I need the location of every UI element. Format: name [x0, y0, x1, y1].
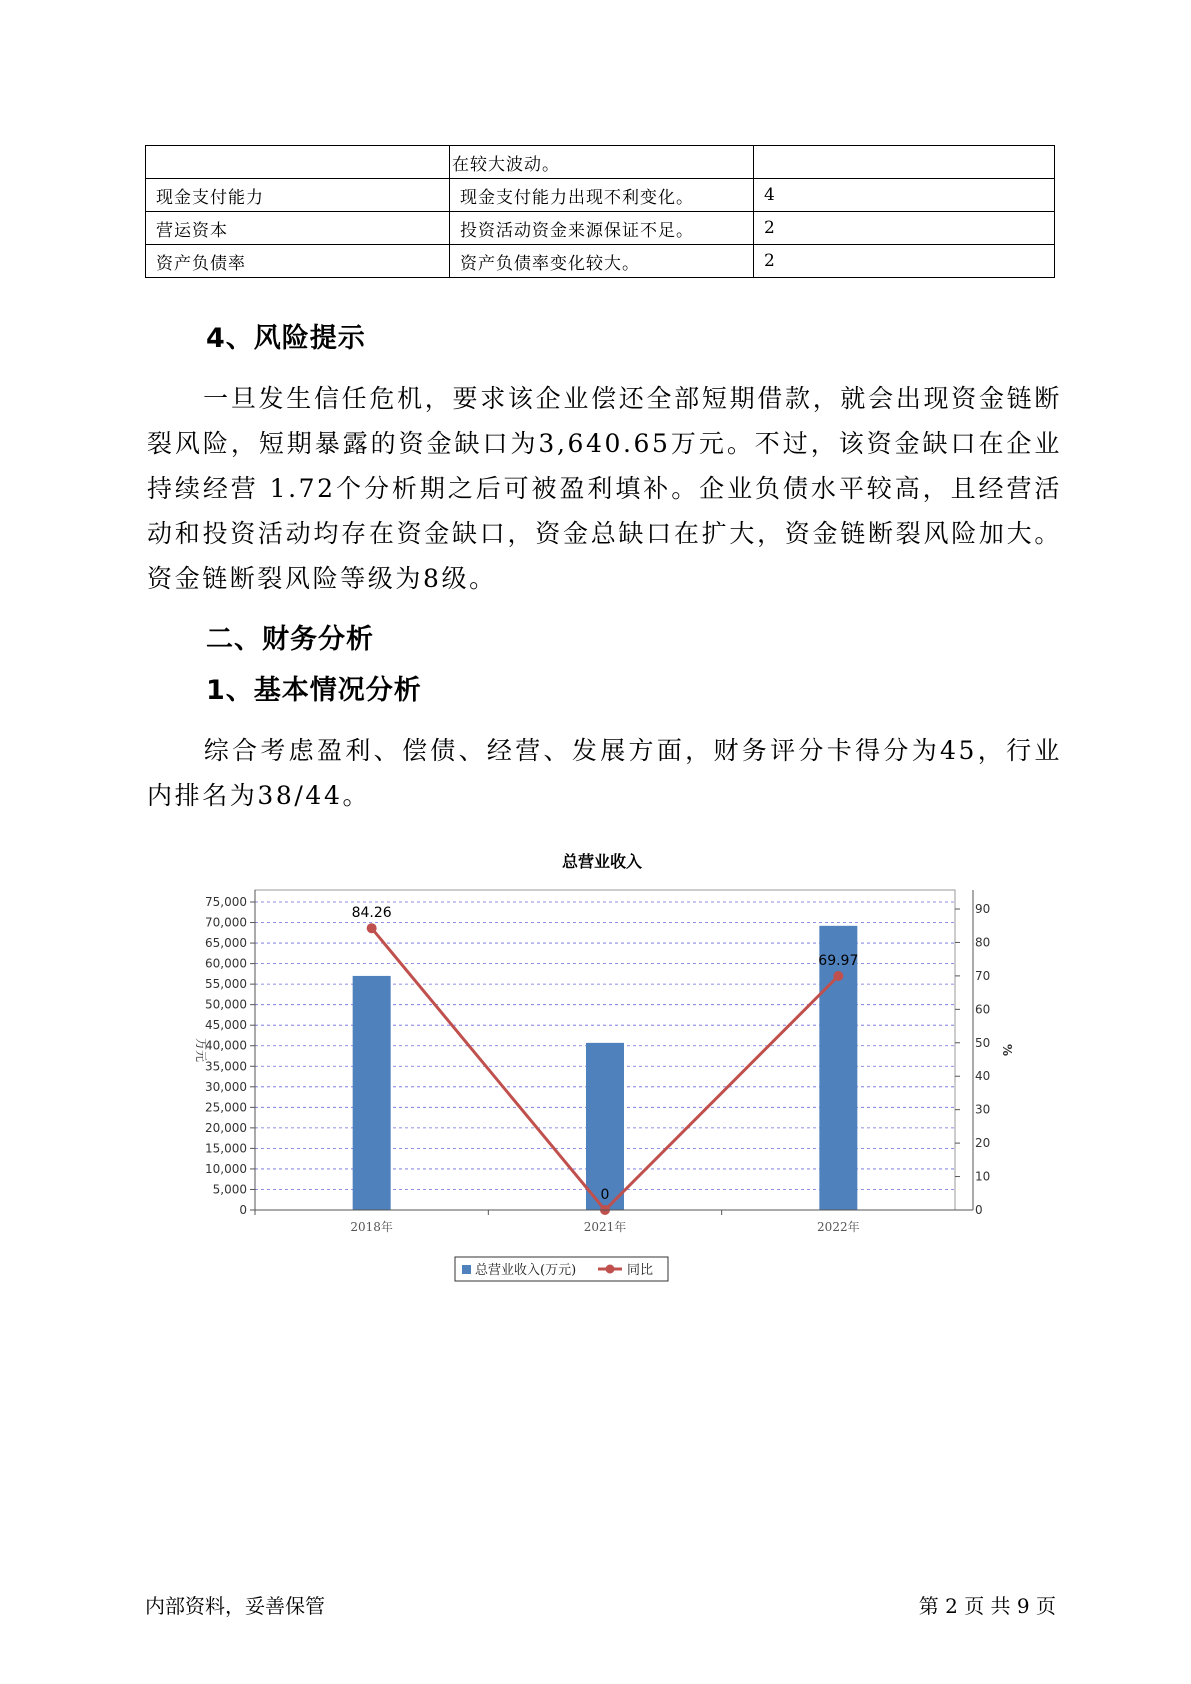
- table-row: [146, 245, 1055, 278]
- y-tick-label: 30,000: [205, 1079, 247, 1094]
- table-cell-description: 资产负债率变化较大。: [450, 245, 754, 278]
- risk-notice-paragraph: [147, 376, 1062, 601]
- y-axis-label: 万元: [194, 1037, 208, 1063]
- y2-tick-label: 50: [975, 1035, 991, 1050]
- y-tick-label: 75,000: [205, 895, 247, 909]
- table-cell-indicator: 现金支付能力: [146, 179, 450, 212]
- basic-analysis-paragraph: [147, 728, 1062, 818]
- risk-table: [145, 145, 1055, 278]
- yoy-data-label: 0: [600, 1187, 610, 1203]
- table-cell-indicator: [146, 146, 450, 179]
- y2-tick-label: 70: [975, 968, 991, 983]
- y2-axis-label: %: [1000, 1043, 1014, 1057]
- revenue-bar: [353, 976, 391, 1210]
- yoy-point: [833, 971, 843, 981]
- legend-label-yoy: 同比: [627, 1263, 654, 1278]
- y2-tick-label: 0: [975, 1203, 983, 1217]
- y2-tick-label: 10: [975, 1169, 991, 1184]
- y-tick-label: 5,000: [212, 1182, 247, 1197]
- risk-notice-text: 一旦发生信任危机，要求该企业偿还全部短期借款，就会出现资金链断裂风险，短期暴露的资金缺口为3,640.65万元。不过，该资金缺口在企业持续经营 1.72个分析期之后可被盈利填补。企业负债水平较高，且经营活动和投资活动均存在资金缺口，资金总缺口在扩大，资金链断裂风险加大。资金链断裂风险等级为8级。: [147, 384, 1062, 593]
- table-row: [146, 179, 1055, 212]
- y-tick-label: 55,000: [205, 977, 247, 992]
- table-cell-description: 现金支付能力出现不利变化。: [450, 179, 754, 212]
- y-tick-label: 20,000: [205, 1120, 247, 1135]
- x-tick-label: 2022年: [817, 1220, 860, 1234]
- y-tick-label: 40,000: [205, 1038, 247, 1053]
- legend-swatch-revenue: [462, 1265, 471, 1274]
- sub-heading-basic-analysis: 1、基本情况分析: [206, 675, 422, 706]
- footer-confidential-note: 内部资料，妥善保管: [145, 1594, 325, 1618]
- y2-tick-label: 90: [975, 902, 991, 916]
- x-tick-label: 2021年: [583, 1220, 627, 1234]
- x-tick-label: 2018年: [350, 1220, 393, 1234]
- revenue-chart: [175, 840, 1014, 1300]
- table-cell-indicator: 资产负债率: [146, 245, 450, 278]
- y2-tick-label: 20: [975, 1136, 991, 1151]
- basic-analysis-text: 综合考虑盈利、偿债、经营、发展方面，财务评分卡得分为45，行业内排名为38/44。: [147, 736, 1062, 810]
- y-tick-label: 60,000: [205, 956, 247, 971]
- y2-tick-label: 60: [975, 1002, 991, 1017]
- y-tick-label: 0: [239, 1203, 247, 1217]
- table-cell-score: 4: [754, 179, 1055, 212]
- table-cell-score: 2: [754, 245, 1055, 278]
- yoy-data-label: 84.26: [351, 905, 392, 922]
- footer-page-number: 第 2 页 共 9 页: [918, 1594, 1056, 1618]
- table-row: [146, 146, 1055, 179]
- y-tick-label: 70,000: [205, 915, 247, 930]
- y-tick-label: 15,000: [205, 1141, 247, 1156]
- y-tick-label: 25,000: [205, 1100, 247, 1115]
- y2-tick-label: 80: [975, 935, 991, 950]
- y-tick-label: 45,000: [205, 1018, 247, 1033]
- yoy-point: [367, 923, 377, 933]
- chart-legend: [455, 1257, 668, 1281]
- section-heading-risk-notice: 4、风险提示: [206, 323, 366, 354]
- y2-tick-label: 30: [975, 1102, 991, 1117]
- y-tick-label: 35,000: [205, 1059, 247, 1074]
- legend-marker-yoy: [606, 1265, 615, 1274]
- table-cell-score: [754, 146, 1055, 179]
- section-heading-financial-analysis: 二、财务分析: [206, 624, 374, 655]
- chart-title: 总营业收入: [561, 852, 643, 871]
- y-tick-label: 10,000: [205, 1161, 247, 1176]
- table-cell-score: 2: [754, 212, 1055, 245]
- yoy-data-label: 69.97: [818, 952, 859, 969]
- table-cell-indicator: 营运资本: [146, 212, 450, 245]
- table-cell-description: 在较大波动。: [450, 146, 754, 179]
- y-tick-label: 65,000: [205, 936, 247, 951]
- table-row: [146, 212, 1055, 245]
- y2-tick-label: 40: [975, 1069, 991, 1084]
- legend-label-revenue: 总营业收入(万元): [475, 1263, 577, 1278]
- table-cell-description: 投资活动资金来源保证不足。: [450, 212, 754, 245]
- revenue-bar: [586, 1043, 624, 1210]
- y-tick-label: 50,000: [205, 997, 247, 1012]
